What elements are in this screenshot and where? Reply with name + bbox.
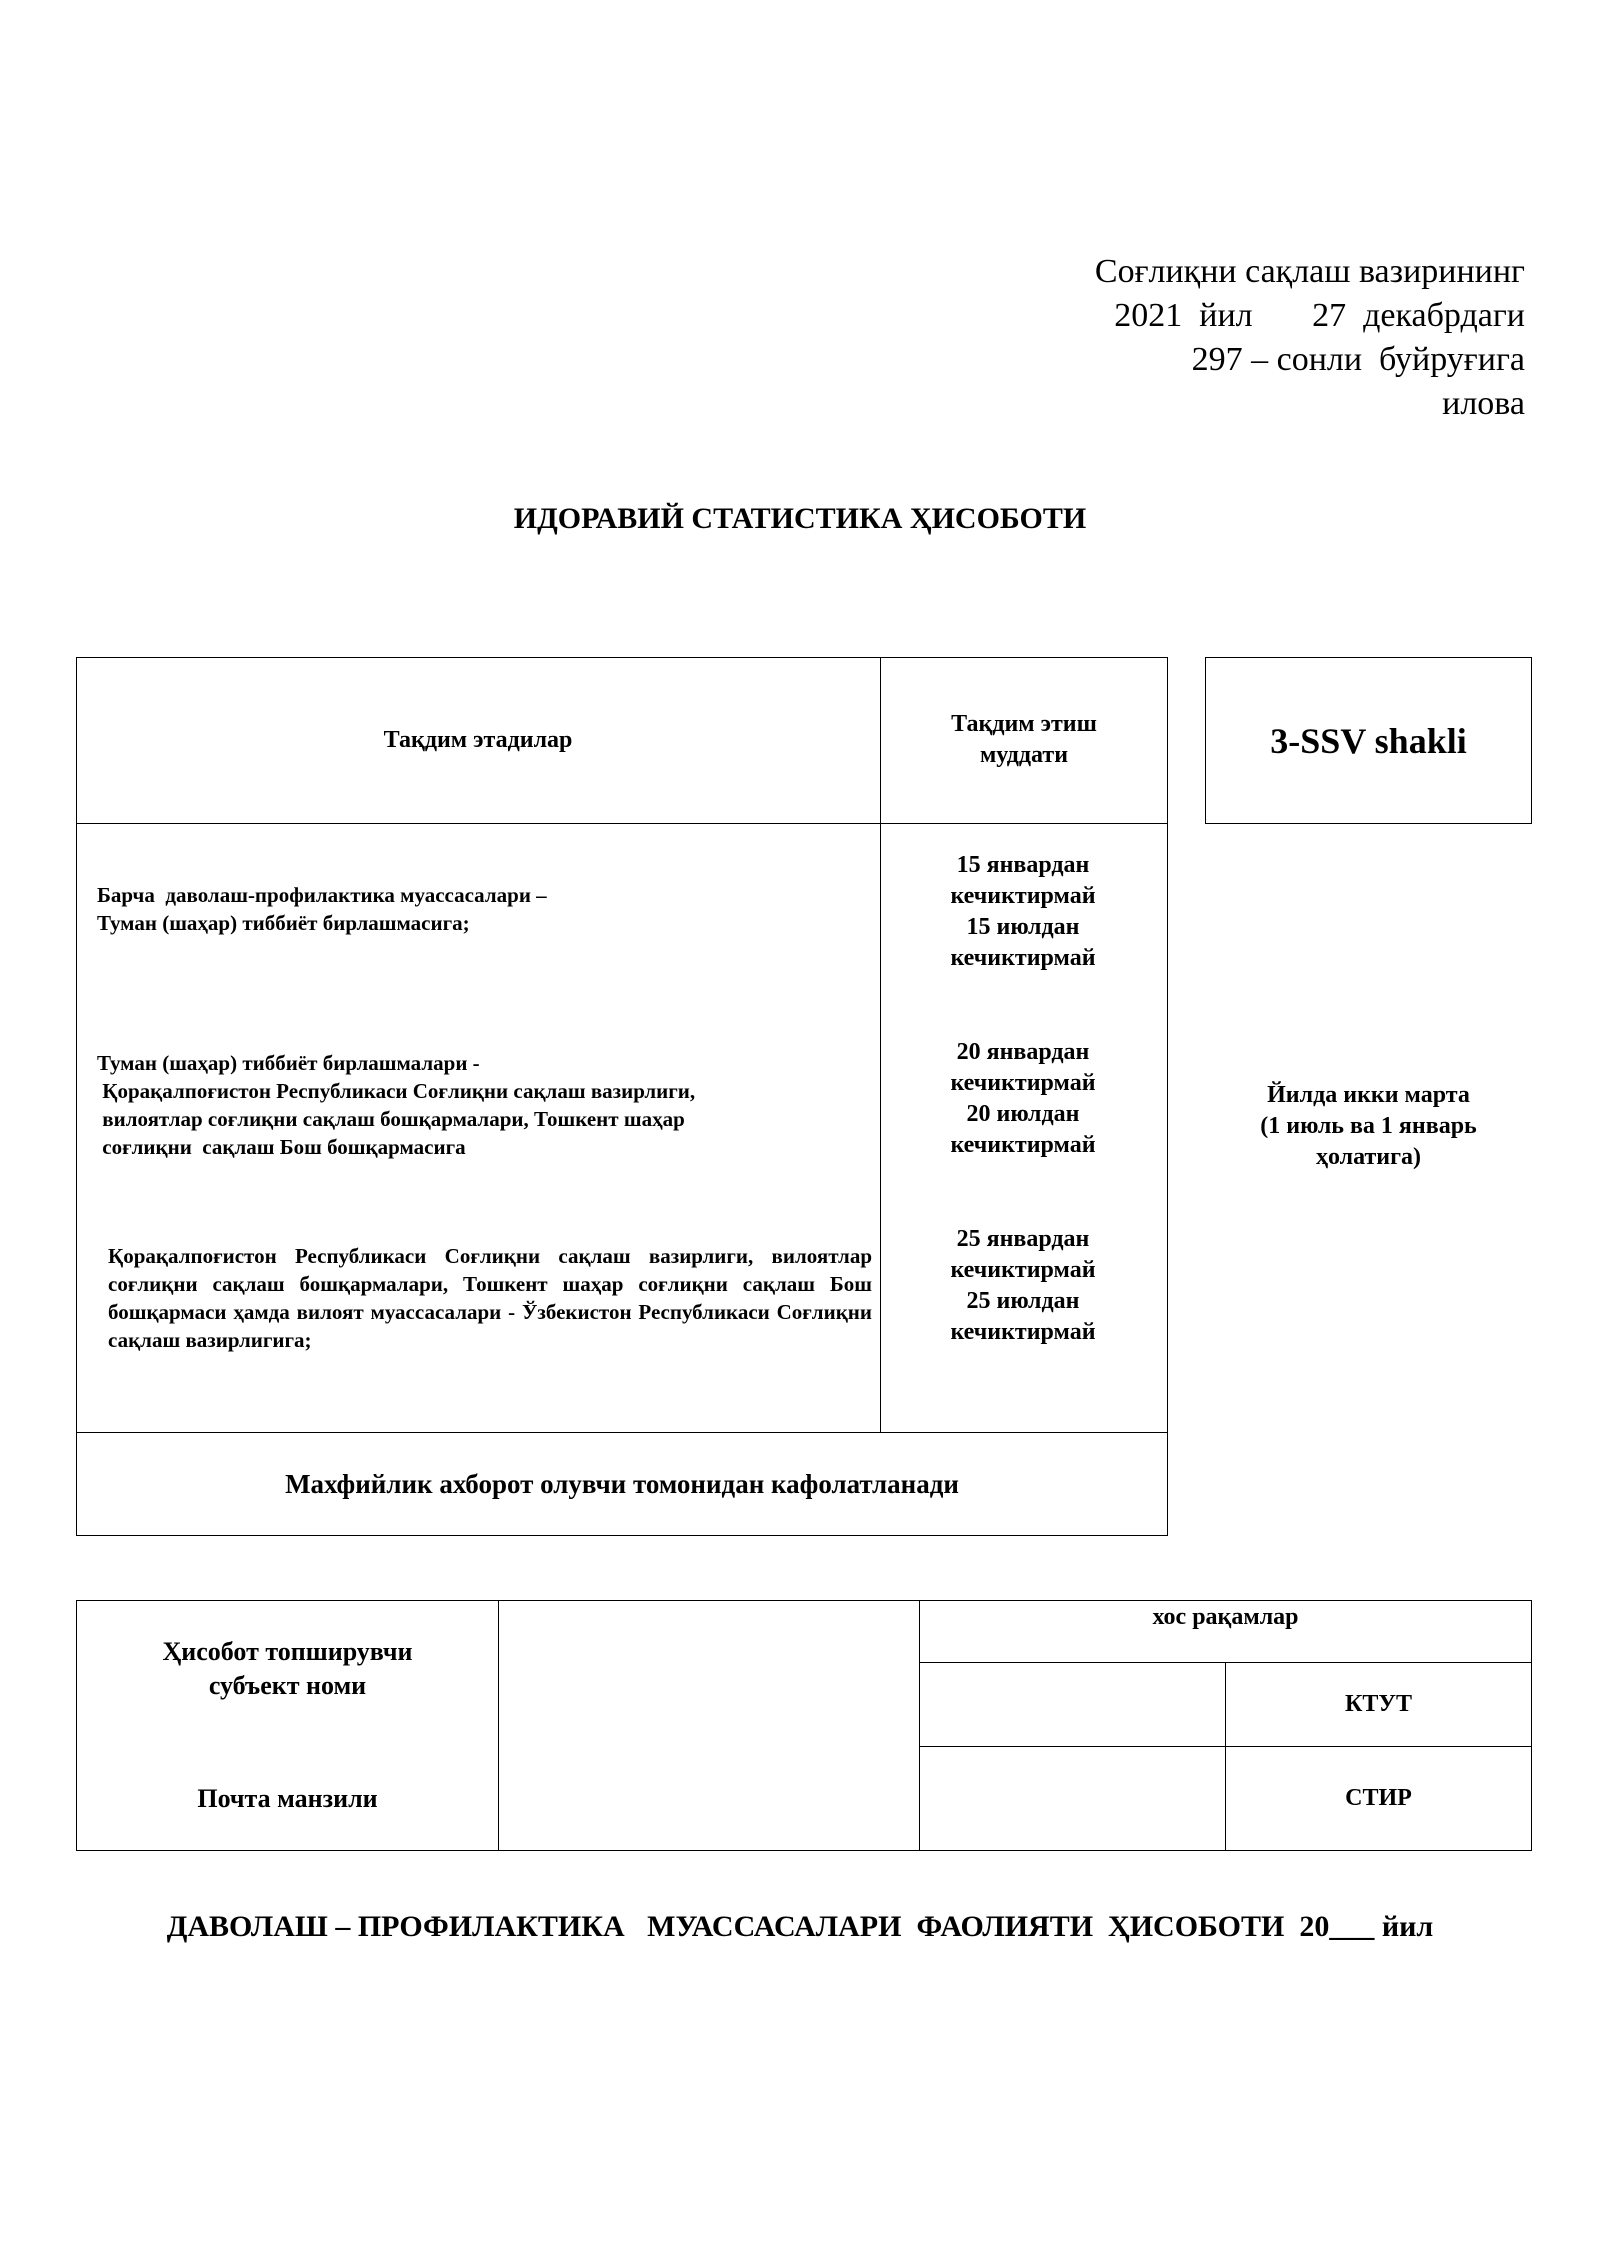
row-2-submitter-line-1: Туман (шаҳар) тиббиёт бирлашмалари - <box>97 1051 480 1075</box>
report-title: ДАВОЛАШ – ПРОФИЛАКТИКА МУАССАСАЛАРИ ФАОЛИЯТИ ҲИСОБОТИ 20___ йил <box>166 1910 1434 1943</box>
column-header-deadline-line-1: Тақдим этиш <box>951 711 1097 737</box>
report-frequency-line-2: (1 июль ва 1 январь <box>1260 1113 1477 1139</box>
row-2-deadline-line-1: 20 январдан <box>956 1039 1090 1065</box>
row-2-submitter-line-4: соғлиқни сақлаш Бош бошқармасига <box>97 1135 466 1159</box>
order-reference-line-3: 297 – сонли буйруғига <box>1191 341 1525 378</box>
column-header-deadline <box>880 657 1168 823</box>
row-3-deadline-line-2: кечиктирмай <box>950 1257 1096 1283</box>
row-1-deadline-line-3: 15 июлдан <box>966 914 1080 940</box>
row-2-deadline-line-3: 20 июлдан <box>966 1101 1080 1127</box>
order-reference-line-2: 2021 йил 27 декабрдаги <box>1114 297 1525 334</box>
row-2-deadline <box>880 1037 1166 1161</box>
row-2-deadline-line-2: кечиктирмай <box>950 1070 1096 1096</box>
row-1-deadline-line-4: кечиктирмай <box>950 945 1096 971</box>
column-header-submitters: Тақдим этадилар <box>383 726 573 753</box>
report-frequency-line-3: ҳолатига) <box>1315 1144 1422 1170</box>
row-1-deadline <box>880 850 1166 974</box>
row-3-deadline-line-4: кечиктирмай <box>950 1319 1096 1345</box>
row-3-deadline-line-1: 25 январдан <box>956 1226 1090 1252</box>
row-2-submitter-line-3: вилоятлар соғлиқни сақлаш бошқармалари, Тошкент шаҳар <box>97 1107 685 1131</box>
table-header-divider <box>76 823 1168 824</box>
report-frequency-line-1: Йилда икки марта <box>1267 1082 1470 1108</box>
row-1-submitter-line-2: Туман (шаҳар) тиббиёт бирлашмасига; <box>97 911 470 935</box>
subject-name-label-line-2: субъект номи <box>208 1671 367 1700</box>
row-1-deadline-line-1: 15 январдан <box>956 852 1090 878</box>
row-1-submitter-line-1: Барча даволаш-профилактика муассасалари – <box>97 883 547 907</box>
subject-name-label <box>76 1635 499 1703</box>
row-3-deadline <box>880 1224 1166 1348</box>
row-2-deadline-line-4: кечиктирмай <box>950 1132 1096 1158</box>
row-3-submitter: Қорақалпоғистон Республикаси Соғлиқни сақлаш вазирлиги, вилоятлар соғлиқни сақлаш бошқармалари, Тошкент шаҳар соғлиқни сақлаш Бош бошқармаси ҳамда вилоят муассасалари - Ўзбекистон Республикаси Соғлиқни сақлаш вазирлигига; <box>108 1244 872 1352</box>
subject-name-label-line-1: Ҳисобот топширувчи <box>162 1637 413 1666</box>
stir-value-field[interactable] <box>920 1747 1224 1850</box>
order-reference-line-1: Соғлиқни сақлаш вазирининг <box>1094 253 1525 290</box>
confidentiality-note: Махфийлик ахборот олувчи томонидан кафолатланади <box>285 1469 959 1499</box>
row-3-deadline-line-3: 25 июлдан <box>966 1288 1080 1314</box>
stir-label: СТИР <box>1345 1785 1412 1811</box>
ktut-label: КТУТ <box>1344 1691 1413 1717</box>
order-reference-line-4: илова <box>1442 385 1525 422</box>
row-2-submitter-line-2: Қорақалпоғистон Республикаси Соғлиқни сақлаш вазирлиги, <box>97 1079 696 1103</box>
codes-header: хос рақамлар <box>1152 1604 1299 1630</box>
subject-value-field[interactable] <box>498 1600 920 1851</box>
form-code-box: 3-SSV shakli <box>1205 657 1532 824</box>
postal-address-label: Почта манзили <box>197 1784 378 1813</box>
row-1-submitter <box>97 881 547 937</box>
report-frequency <box>1205 1080 1532 1173</box>
row-2-submitter <box>97 1049 695 1161</box>
column-header-deadline-line-2: муддати <box>979 742 1069 768</box>
row-1-deadline-line-2: кечиктирмай <box>950 883 1096 909</box>
page-title: ИДОРАВИЙ СТАТИСТИКА ҲИСОБОТИ <box>513 502 1087 535</box>
ktut-value-field[interactable] <box>920 1663 1224 1746</box>
